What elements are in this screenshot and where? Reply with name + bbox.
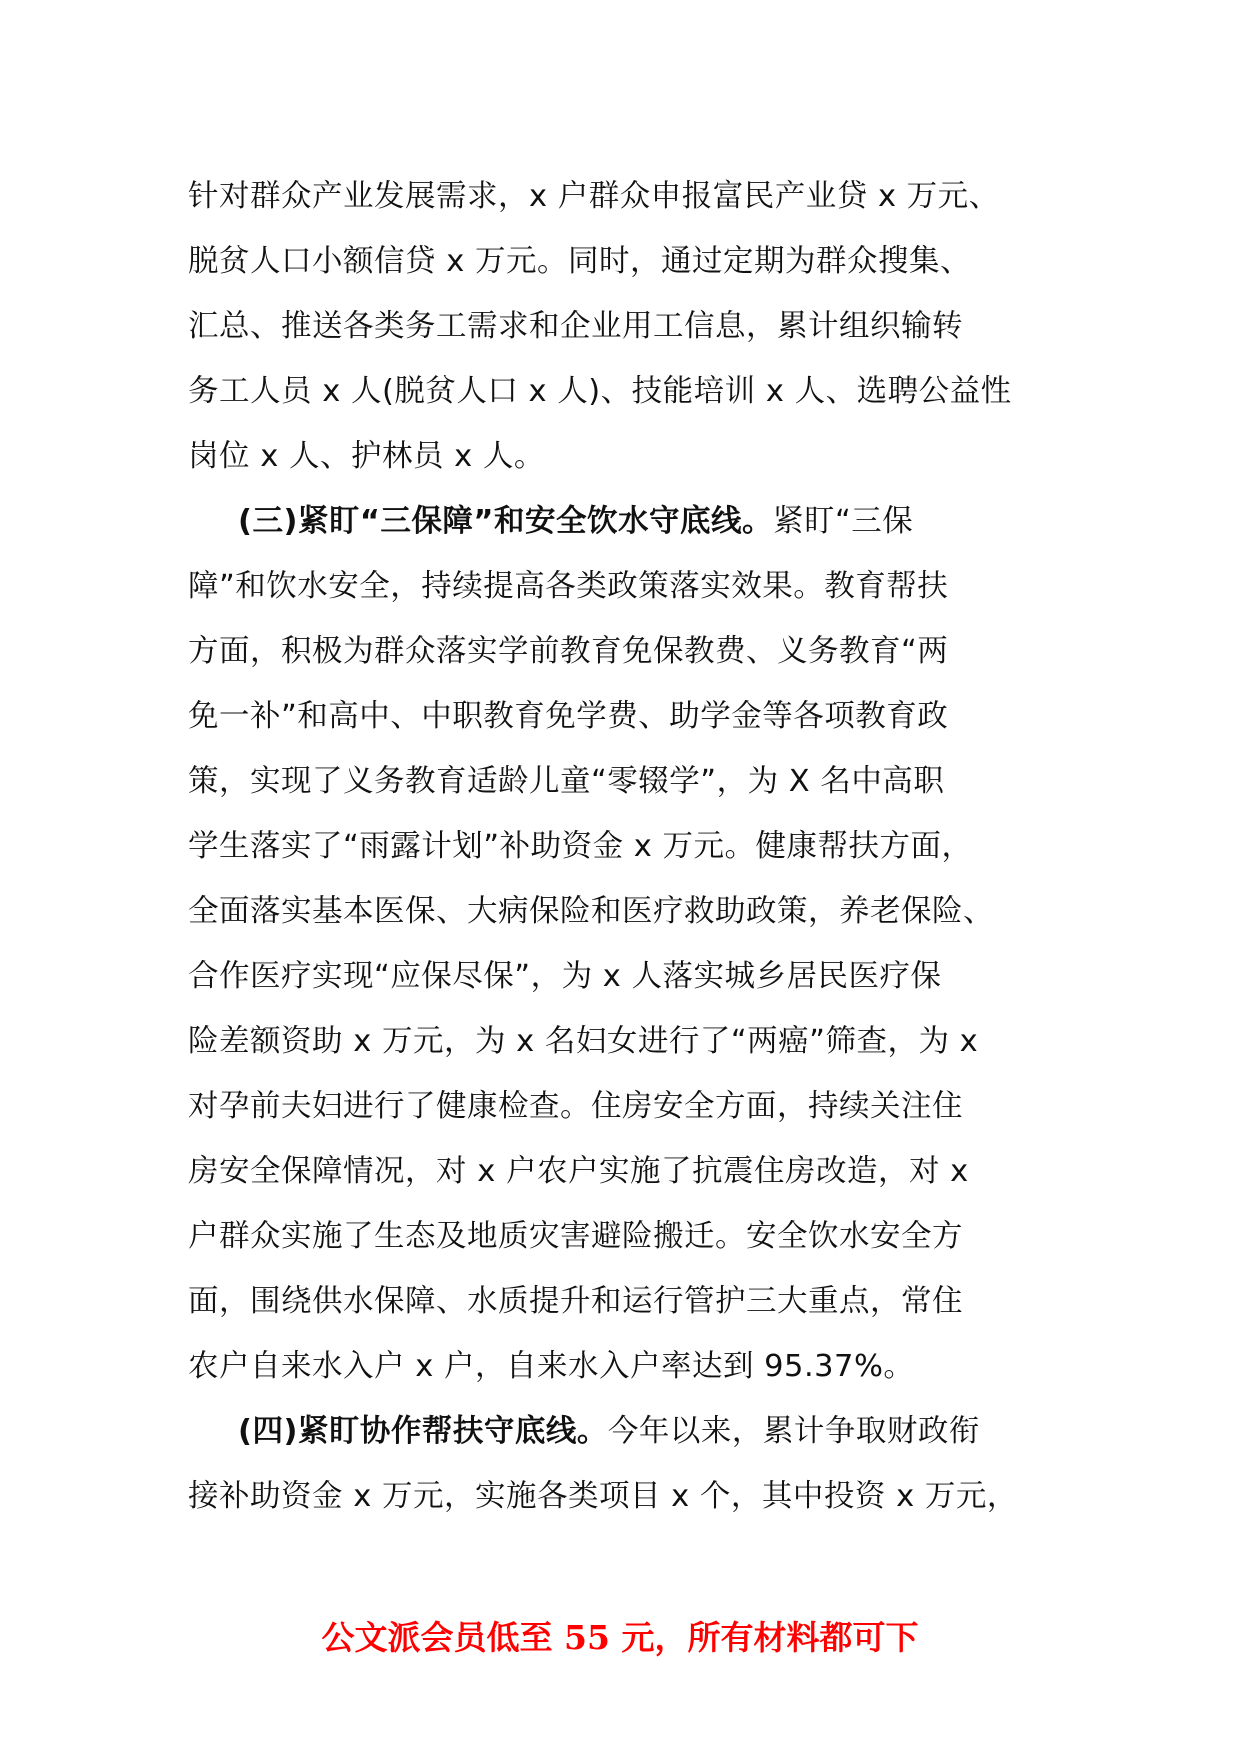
paragraph-1-line: 针对群众产业发展需求，x 户群众申报富民产业贷 x 万元、 bbox=[188, 179, 1000, 214]
paragraph-2-line: 户群众实施了生态及地质灾害避险搬迁。安全饮水安全方 bbox=[188, 1219, 963, 1254]
paragraph-2-line: 农户自来水入户 x 户，自来水入户率达到 95.37%。 bbox=[188, 1349, 915, 1384]
section-4-heading: (四)紧盯协作帮扶守底线。 bbox=[238, 1414, 608, 1449]
paragraph-2-line: 全面落实基本医保、大病保险和医疗救助政策，养老保险、 bbox=[188, 894, 994, 929]
paragraph-2-line: 方面，积极为群众落实学前教育免保教费、义务教育“两 bbox=[188, 634, 949, 669]
paragraph-1-line: 脱贫人口小额信贷 x 万元。同时，通过定期为群众搜集、 bbox=[188, 244, 971, 279]
paragraph-3-first-line-text: 今年以来，累计争取财政衔 bbox=[607, 1414, 980, 1449]
paragraph-2-line: 学生落实了“雨露计划”补助资金 x 万元。健康帮扶方面， bbox=[188, 829, 973, 864]
paragraph-2-line: 面，围绕供水保障、水质提升和运行管护三大重点，常住 bbox=[188, 1284, 963, 1319]
paragraph-2-line: 对孕前夫妇进行了健康检查。住房安全方面，持续关注住 bbox=[188, 1089, 963, 1124]
paragraph-2-line: 合作医疗实现“应保尽保”，为 x 人落实城乡居民医疗保 bbox=[188, 959, 942, 994]
paragraph-2-line: 策，实现了义务教育适龄儿童“零辍学”，为 X 名中高职 bbox=[188, 764, 945, 799]
paragraph-3-first-line bbox=[188, 1399, 1058, 1464]
paragraph-2-line: 房安全保障情况，对 x 户农户实施了抗震住房改造，对 x bbox=[188, 1154, 969, 1189]
paragraph-2-line: 险差额资助 x 万元，为 x 名妇女进行了“两癌”筛查，为 x bbox=[188, 1024, 979, 1059]
document-body bbox=[188, 164, 1058, 1529]
paragraph-1-line: 岗位 x 人、护林员 x 人。 bbox=[188, 439, 545, 474]
paragraph-1-line: 汇总、推送各类务工需求和企业用工信息，累计组织输转 bbox=[188, 309, 963, 344]
paragraph-2-line: 障”和饮水安全，持续提高各类政策落实效果。教育帮扶 bbox=[188, 569, 949, 604]
paragraph-2-line: 免一补”和高中、中职教育免学费、助学金等各项教育政 bbox=[188, 699, 949, 734]
paragraph-2-first-line bbox=[188, 489, 1058, 554]
paragraph-3-line: 接补助资金 x 万元，实施各类项目 x 个，其中投资 x 万元， bbox=[188, 1479, 1018, 1514]
footer-promo-note: 公文派会员低至 55 元，所有材料都可下 bbox=[321, 1618, 919, 1657]
paragraph-2-first-line-text: 紧盯“三保 bbox=[772, 504, 914, 539]
paragraph-1-line: 务工人员 x 人(脱贫人口 x 人)、技能培训 x 人、选聘公益性 bbox=[188, 374, 1012, 409]
section-3-heading: (三)紧盯“三保障”和安全饮水守底线。 bbox=[238, 504, 773, 539]
